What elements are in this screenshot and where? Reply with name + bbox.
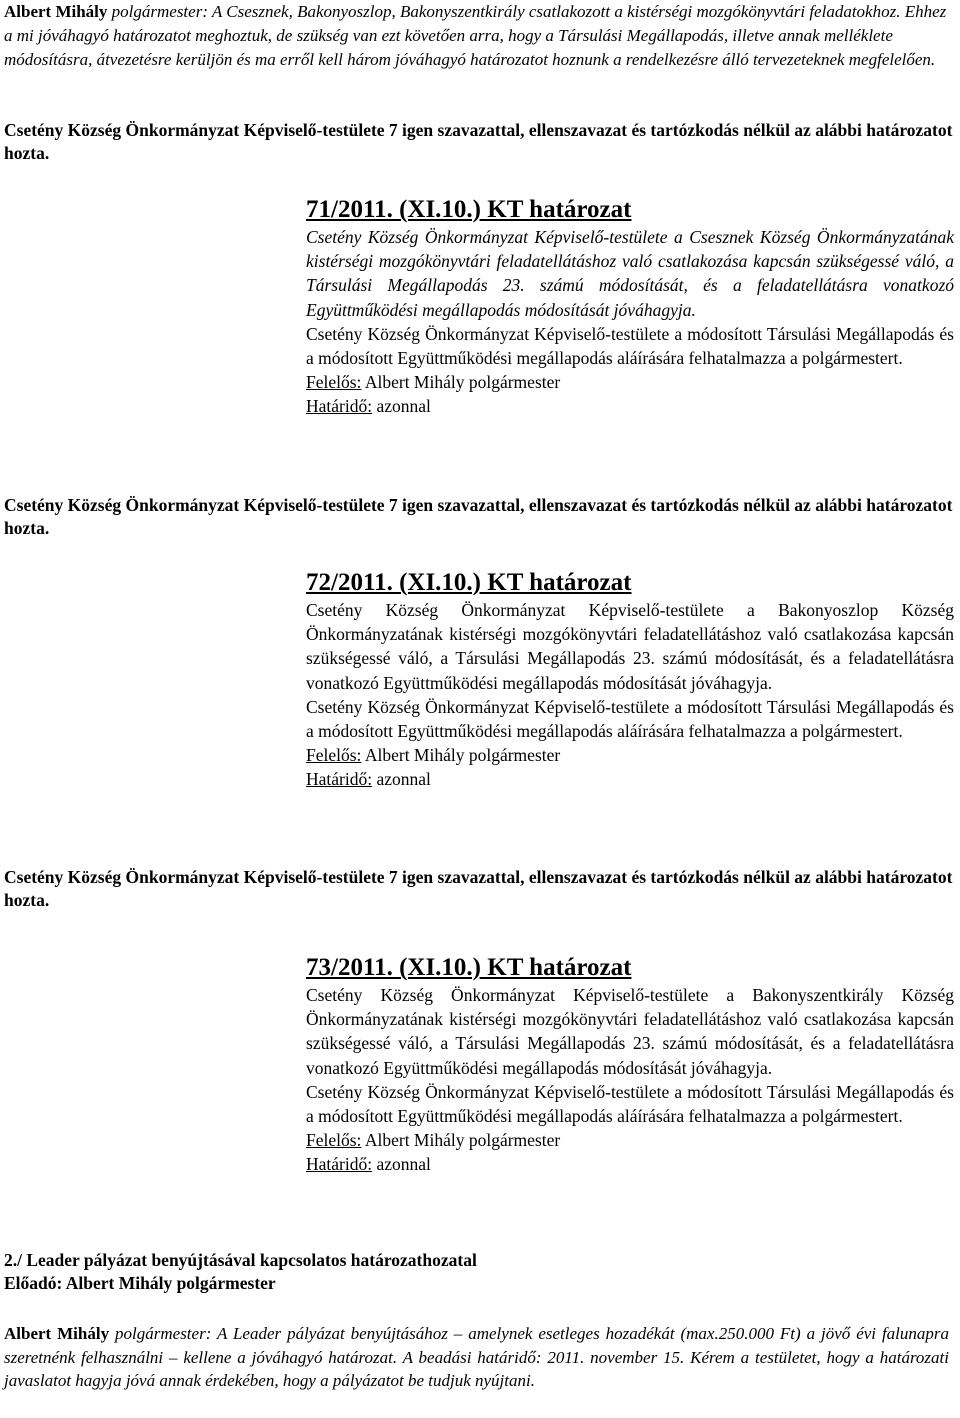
resolution-deadline [306,1152,954,1176]
resolution-71 [306,195,954,419]
resolution-decision-text: Csetény Község Önkormányzat Képviselő-testülete a Bakonyoszlop Község Önkormányzatának kistérségi mozgókönyvtári feladatellátáshoz való csatlakozása kapcsán szükségessé váló, a Társulási Megállapodás 23. számú módosítását, és a feladatellátásra vonatkozó Együttműködési megállapodás módosítását jóváhagyja. [306,600,954,693]
closing-text: polgármester: A Leader pályázat benyújtásához – amelynek esetleges hozadékát (max.250.000 Ft) a jövő évi falunapra szeretnénk felhasználni – kellene a jóváhagyó határozat. A beadási határidő: 2011. november 15. Kérem a testületet, hogy a határozati javaslatot hagyja jóvá annak érdekében, hogy a pályázatot be tudjuk nyújtani. [4,1324,950,1390]
resolution-authorization-text: Csetény Község Önkormányzat Képviselő-testülete a módosított Társulási Megállapodás és a módosított Együttműködési megállapodás aláírására felhatalmazza a polgármestert. [306,1081,954,1127]
speaker-name: Albert Mihály [4,2,108,21]
responsible-label: Felelős: [306,745,362,766]
deadline-value: azonnal [376,396,431,417]
resolution-deadline [306,394,954,418]
resolution-authorization-text: Csetény Község Önkormányzat Képviselő-testülete a módosított Társulási Megállapodás és a módosított Együttműködési megállapodás aláírására felhatalmazza a polgármestert. [306,323,954,369]
responsible-label: Felelős: [306,1130,362,1151]
deadline-label: Határidő: [306,1154,373,1175]
resolution-authorization-text: Csetény Község Önkormányzat Képviselő-testülete a módosított Társulási Megállapodás és a módosított Együttműködési megállapodás aláírására felhatalmazza a polgármestert. [306,696,954,742]
deadline-label: Határidő: [306,396,373,417]
resolution-title: 71/2011. (XI.10.) KT határozat [306,196,632,223]
intro-paragraph [4,0,954,72]
responsible-value: Albert Mihály polgármester [364,1130,561,1151]
resolution-body [306,983,954,1177]
document-page [4,0,954,72]
speaker-name: Albert Mihály [4,1324,110,1343]
resolution-72 [306,568,954,792]
vote-statement-1: Csetény Község Önkormányzat Képviselő-testülete 7 igen szavazattal, ellenszavazat és tartózkodás nélkül az alábbi határozatot hozta. [4,120,953,163]
deadline-label: Határidő: [306,769,373,790]
resolution-title: 72/2011. (XI.10.) KT határozat [306,569,632,596]
deadline-value: azonnal [376,1154,431,1175]
resolution-deadline [306,767,954,791]
agenda-item [4,1249,954,1295]
resolution-body [306,598,954,792]
resolution-responsible [306,743,954,767]
resolution-body [306,225,954,419]
closing-paragraph [4,1322,949,1393]
resolution-decision-text: Csetény Község Önkormányzat Képviselő-testülete a Csesznek Község Önkormányzatának kistérségi mozgókönyvtári feladatellátáshoz való csatlakozása kapcsán szükségessé váló, a Társulási Megállapodás 23. számú módosítását, és a feladatellátásra vonatkozó Együttműködési megállapodás módosítását jóváhagyja. [306,227,954,320]
resolution-responsible [306,1128,954,1152]
responsible-value: Albert Mihály polgármester [364,745,561,766]
resolution-title: 73/2011. (XI.10.) KT határozat [306,954,632,981]
intro-text: polgármester: A Csesznek, Bakonyoszlop, Bakonyszentkirály csatlakozott a kistérségi mozgókönyvtári feladatokhoz. Ehhez a mi jóváhagyó határozatot meghoztuk, de szükség van ezt követően arra, hogy a Társulási Megállapodás, illetve annak melléklete módosításra, átvezetésre kerüljön és ma erről kell három jóváhagyó határozatot hoznunk a rendelkezésre álló tervezeteknek megfelelően. [4,2,947,69]
responsible-value: Albert Mihály polgármester [364,372,561,393]
resolution-responsible [306,370,954,394]
vote-statement-3: Csetény Község Önkormányzat Képviselő-testülete 7 igen szavazattal, ellenszavazat és tartózkodás nélkül az alábbi határozatot hozta. [4,867,953,910]
agenda-item-presenter: Előadó: Albert Mihály polgármester [4,1273,276,1293]
vote-statement-2: Csetény Község Önkormányzat Képviselő-testülete 7 igen szavazattal, ellenszavazat és tartózkodás nélkül az alábbi határozatot hozta. [4,495,953,538]
resolution-73 [306,953,954,1177]
resolution-decision-text: Csetény Község Önkormányzat Képviselő-testülete a Bakonyszentkirály Község Önkormányzatának kistérségi mozgókönyvtári feladatellátáshoz való csatlakozása kapcsán szükségessé váló, a Társulási Megállapodás 23. számú módosítását, és a feladatellátásra vonatkozó Együttműködési megállapodás módosítását jóváhagyja. [306,985,954,1078]
agenda-item-title: 2./ Leader pályázat benyújtásával kapcsolatos határozathozatal [4,1250,477,1270]
responsible-label: Felelős: [306,372,362,393]
deadline-value: azonnal [376,769,431,790]
